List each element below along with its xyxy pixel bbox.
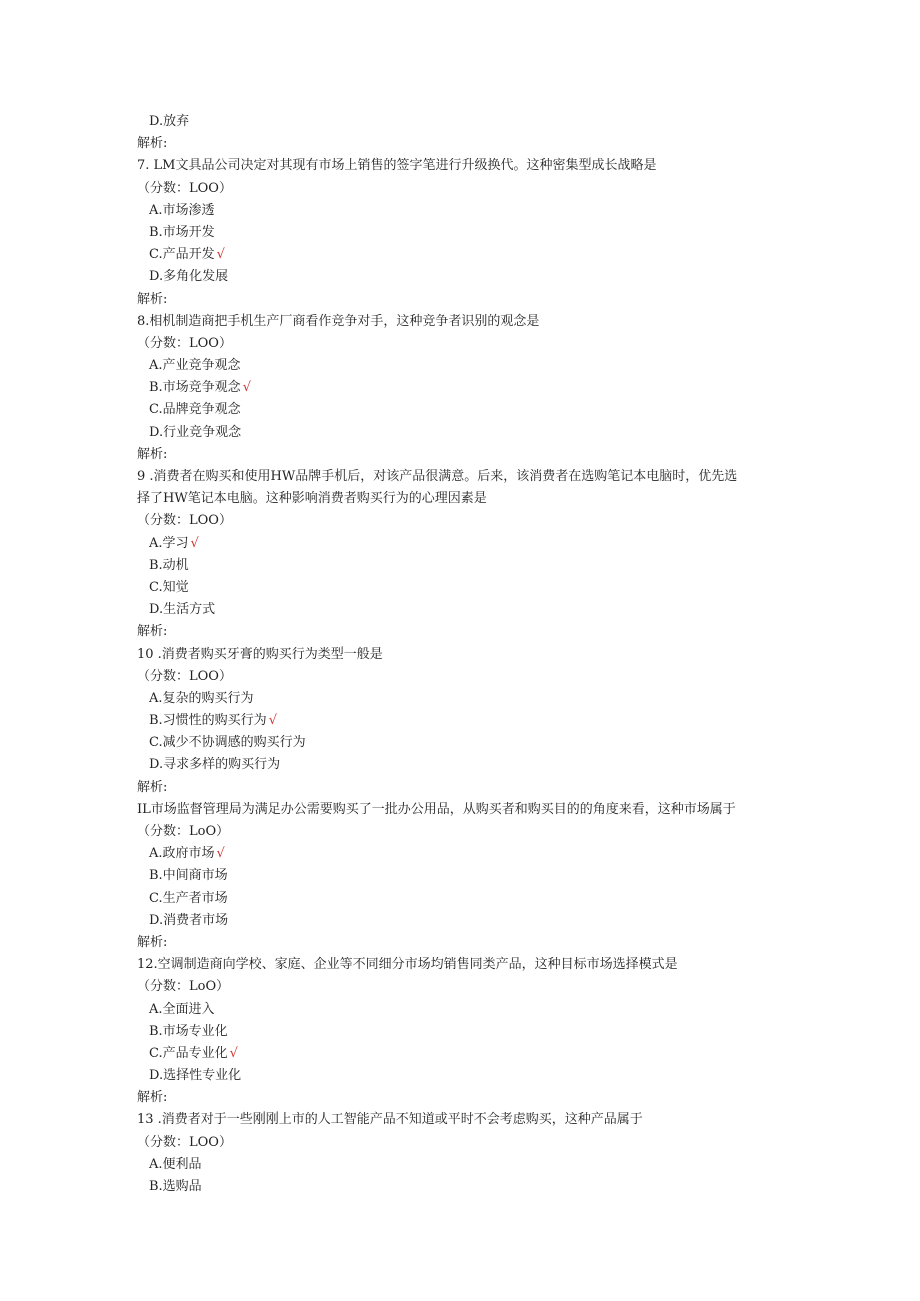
line-text: 7. LM文具品公司决定对其现有市场上销售的签字笔进行升级换代。这种密集型成长战略是 [137,158,657,174]
line-text: B.选购品 [149,1179,202,1194]
line-text: C.减少不协调感的购买行为 [149,735,306,751]
line-text: D.生活方式 [149,602,216,618]
line-text: （分数：LoO） [137,979,230,995]
question-line [0,799,920,821]
line-text: IL市场监督管理局为满足办公需要购买了一批办公用品，从购买者和购买目的的角度来看，这种市场属于 [137,801,736,817]
question-line [0,311,920,333]
answer-option [0,533,920,555]
line-text: B.市场竞争观念 [149,380,241,396]
answer-option [0,1154,920,1176]
line-text: 10 .消费者购买牙膏的购买行为类型一般是 [137,646,383,662]
line-text: D.寻求多样的购买行为 [149,757,281,773]
answer-option [0,999,920,1021]
line-text: D.选择性专业化 [149,1068,242,1084]
question-line [0,155,920,177]
line-text: 8.相机制造商把手机生产厂商看作竞争对手，这种竞争者识别的观念是 [137,313,540,329]
answer-option [0,843,920,865]
checkmark-icon: √ [216,247,225,263]
line-text: A.政府市场 [149,846,215,862]
answer-option [0,377,920,399]
answer-option [0,688,920,710]
line-text: 解析: [137,934,168,950]
line-text: 解析: [137,624,168,640]
line-text: A.产业竞争观念 [149,358,241,374]
line-text: 解析: [137,136,168,152]
question-line [0,1087,920,1109]
line-text: A.便利品 [149,1156,202,1172]
line-text: （分数：LOO） [137,513,232,529]
line-text: B.中间商市场 [149,868,228,884]
question-line [0,644,920,666]
line-text: D.多角化发展 [149,269,229,285]
line-text: 13 .消费者对于一些刚刚上市的人工智能产品不知道或平时不会考虑购买，这种产品属于 [137,1112,643,1128]
answer-option [0,555,920,577]
line-text: （分数：LOO） [137,668,232,684]
answer-option [0,266,920,288]
checkmark-icon: √ [242,380,251,396]
checkmark-icon: √ [229,1045,238,1061]
question-line [0,488,920,510]
answer-option [0,577,920,599]
line-text: （分数：LOO） [137,1134,232,1150]
question-line [0,466,920,488]
checkmark-icon: √ [190,535,199,551]
answer-option [0,1043,920,1065]
question-line [0,1109,920,1131]
question-line [0,289,920,311]
answer-option [0,222,920,244]
answer-option [0,599,920,621]
checkmark-icon: √ [268,713,277,729]
line-text: 12.空调制造商向学校、家庭、企业等不同细分市场均销售同类产品，这种目标市场选择模式是 [137,957,678,973]
line-text: C.品牌竞争观念 [149,402,241,418]
question-line [0,976,920,998]
line-text: 解析: [137,1090,168,1106]
line-text: B.市场专业化 [149,1023,228,1039]
question-line [0,510,920,532]
question-line [0,133,920,155]
answer-option [0,1021,920,1043]
answer-option [0,399,920,421]
line-text: （分数：LoO） [137,824,230,839]
line-text: C.产品开发 [149,247,215,263]
line-text: D.消费者市场 [149,912,229,928]
question-line [0,333,920,355]
line-text: B.市场开发 [149,224,215,240]
line-text: A.复杂的购买行为 [149,690,254,706]
line-text: C.产品专业化 [149,1045,228,1061]
answer-option [0,355,920,377]
line-text: 解析: [137,446,168,462]
question-line [0,1132,920,1154]
line-text: 解析: [137,291,168,307]
checkmark-icon: √ [216,846,225,862]
question-line [0,621,920,643]
answer-option [0,732,920,754]
line-text: 解析: [137,779,168,795]
answer-option [0,865,920,887]
answer-option [0,754,920,776]
answer-option [0,1176,920,1198]
question-line [0,777,920,799]
line-text: A.市场渗透 [149,202,215,218]
answer-option [0,910,920,932]
line-text: B.动机 [149,557,189,573]
answer-option [0,200,920,222]
line-text: C.生产者市场 [149,890,228,906]
line-text: （分数：LOO） [137,335,232,351]
question-line [0,954,920,976]
answer-option [0,244,920,266]
line-text: （分数：LOO） [137,180,232,196]
answer-option [0,111,920,133]
line-text: B.习惯性的购买行为 [149,713,267,729]
line-text: A.学习 [149,535,189,551]
question-line [0,666,920,688]
question-line [0,821,920,843]
answer-option [0,888,920,910]
line-text: D.行业竞争观念 [149,424,242,440]
answer-option [0,1065,920,1087]
line-text: A.全面进入 [149,1001,215,1017]
line-text: C.知觉 [149,579,189,595]
question-line [0,178,920,200]
line-text: D.放弃 [149,114,190,129]
answer-option [0,710,920,732]
line-text: 择了HW笔记本电脑。这种影响消费者购买行为的心理因素是 [137,491,487,507]
question-line [0,932,920,954]
line-text: 9 .消费者在购买和使用HW品牌手机后，对该产品很满意。后来，该消费者在选购笔记本电脑时，优先选 [137,469,738,484]
answer-option [0,422,920,444]
question-line [0,444,920,466]
